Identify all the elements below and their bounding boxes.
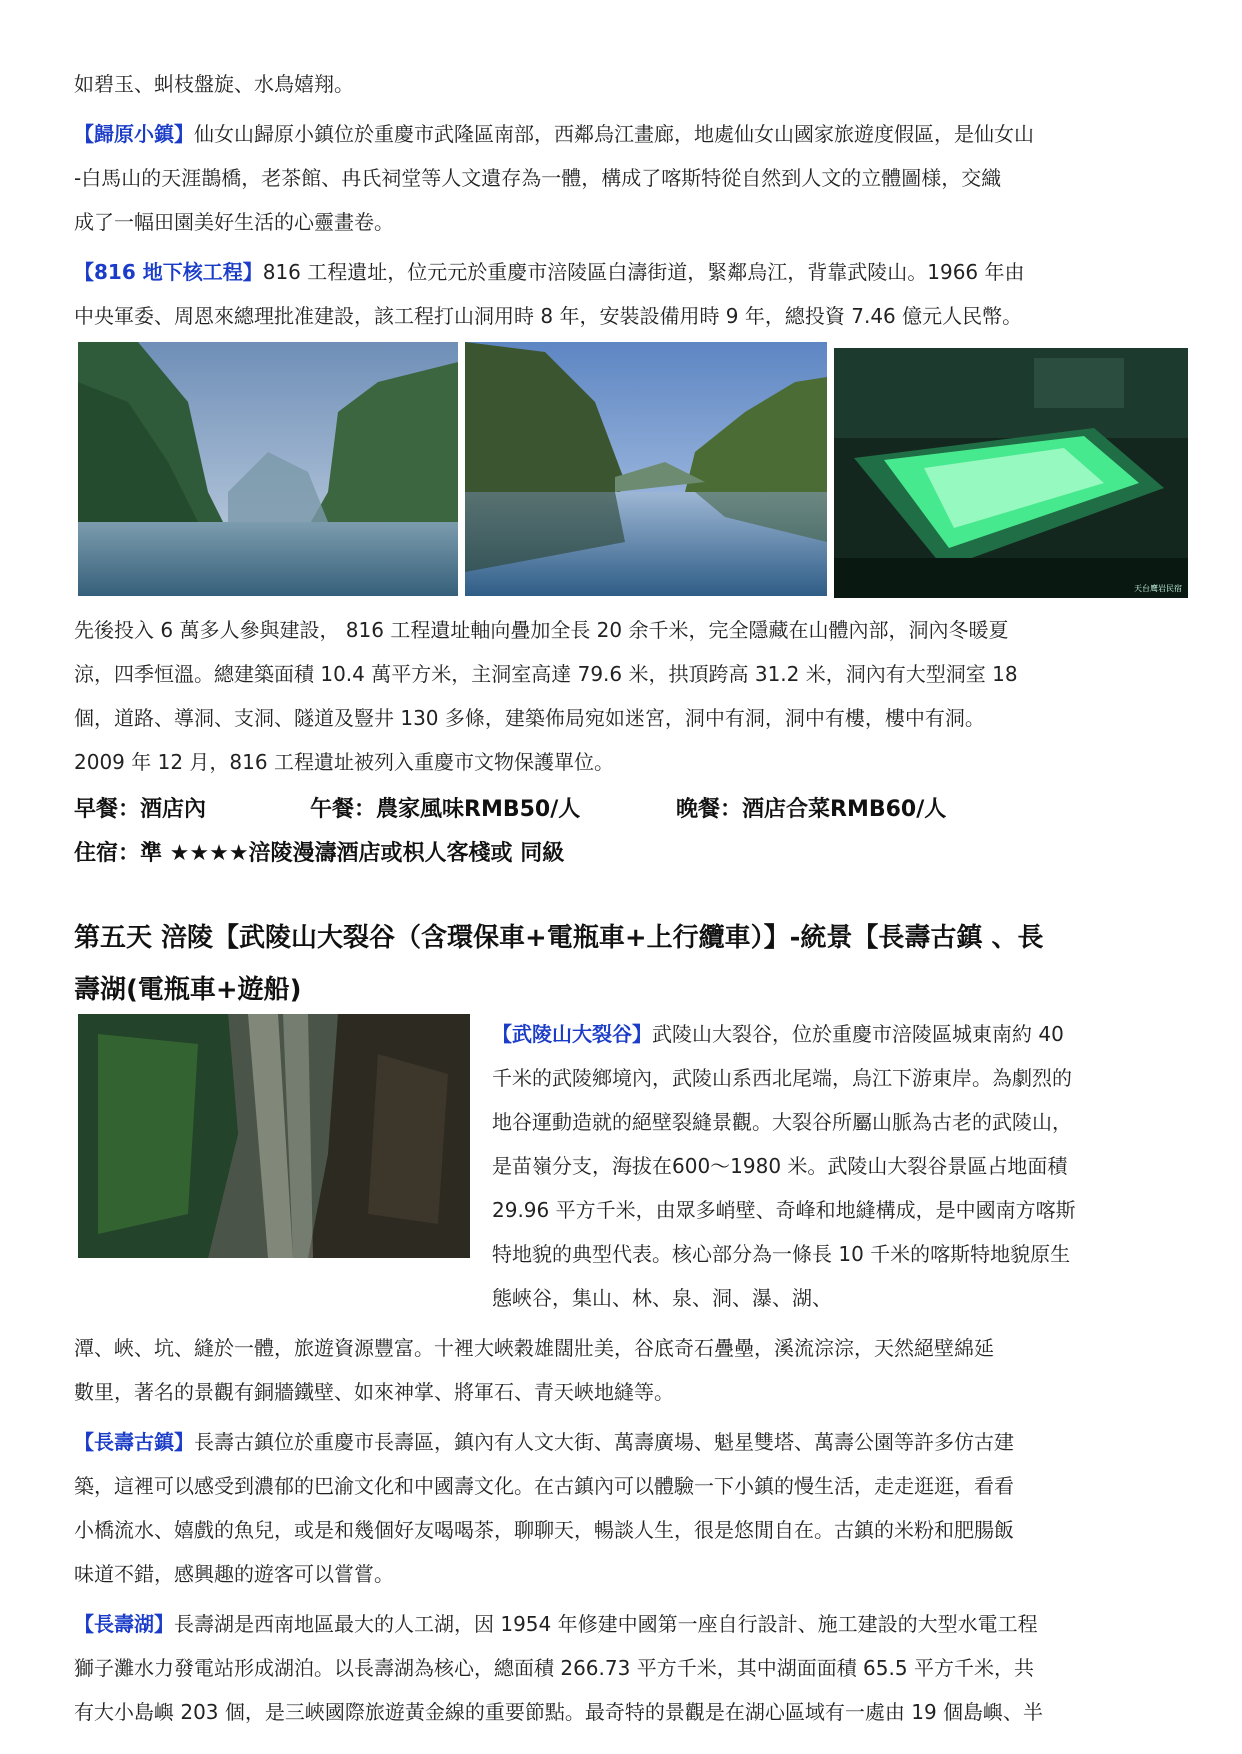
photo-river-gorge-1 [78,342,458,596]
day-heading: 第五天 涪陵【武陵山大裂谷（含環保車+電瓶車+上行纜車）】-統景【長壽古鎮 、長 [74,923,1044,953]
paragraph-line: 小橋流水、嬉戲的魚兒，或是和幾個好友喝喝茶，聊聊天，暢談人生，很是悠閒自在。古鎮的米粉和肥腸飯 [74,1518,1014,1542]
section-tag-changshou: 【長壽古鎮】 [74,1430,194,1454]
section-tag-wuling: 【武陵山大裂谷】 [492,1022,652,1046]
day-heading-cont: 壽湖(電瓶車+遊船) [74,975,302,1005]
paragraph-line: 築，這裡可以感受到濃郁的巴渝文化和中國壽文化。在古鎮內可以體驗一下小鎮的慢生活，走走逛逛，看看 [74,1474,1014,1498]
paragraph-line: 個，道路、導洞、支洞、隧道及豎井 130 多條，建築佈局宛如迷宮，洞中有洞，洞中有樓，樓中有洞。 [74,706,985,730]
paragraph-line: -白馬山的天涯鵲橋，老茶館、冉氏祠堂等人文遺存為一體，構成了喀斯特從自然到人文的立體圖様，交織 [74,166,1002,190]
lunch-info: 午餐：農家風味RMB50/人 [310,797,581,822]
section-tag-guiyuan: 【歸原小鎮】 [74,122,194,146]
paragraph-line: 涼，四季恒溫。總建築面積 10.4 萬平方米，主洞室高達 79.6 米，拱頂跨高 31.2 米，洞內有大型洞室 18 [74,662,1018,686]
photo-caption: 天台鹰岩民宿 [1134,584,1182,593]
changshou-paragraph: 【長壽古鎮】長壽古鎮位於重慶市長壽區，鎮內有人文大街、萬壽廣場、魁星雙塔、萬壽公園等許多仿古建 [74,1430,1014,1454]
paragraph-line: 2009 年 12 月，816 工程遺址被列入重慶市文物保護單位。 [74,750,614,774]
paragraph-line: 29.96 平方千米，由眾多峭壁、奇峰和地縫構成，是中國南方喀斯 [492,1198,1076,1222]
paragraph-line: 成了一幅田園美好生活的心靈畫卷。 [74,210,394,234]
paragraph-line: 中央軍委、周恩來總理批准建設，該工程打山洞用時 8 年，安裝設備用時 9 年，總投資 7.46 億元人民幣。 [74,304,1023,328]
paragraph-line: 是苗嶺分支，海拔在600～1980 米。武陵山大裂谷景區占地面積 [492,1154,1068,1178]
paragraph-line: 地谷運動造就的絕壁裂縫景觀。大裂谷所屬山脈為古老的武陵山， [492,1110,1072,1134]
lodging-info: 住宿：準 ★★★★涪陵漫濤酒店或枳人客棧或 同級 [74,841,565,866]
paragraph-line: 獅子灘水力發電站形成湖泊。以長壽湖為核心，總面積 266.73 平方千米，其中湖面面積 65.5 平方千米，共 [74,1656,1034,1680]
paragraph-line: 如碧玉、虯枝盤旋、水鳥嬉翔。 [74,72,354,96]
paragraph-line: 有大小島嶼 203 個，是三峽國際旅遊黃金線的重要節點。最奇特的景觀是在湖心區域有一處由 19 個島嶼、半 [74,1700,1044,1724]
dinner-info: 晚餐：酒店合菜RMB60/人 [676,797,947,822]
section-tag-lake: 【長壽湖】 [74,1612,174,1636]
section-tag-816: 【816 地下核工程】 [74,260,263,284]
paragraph-line: 潭、峽、坑、縫於一體，旅遊資源豐富。十裡大峽穀雄闊壯美，谷底奇石疊壘，溪流淙淙，天然絕壁綿延 [74,1336,994,1360]
breakfast-info: 早餐：酒店內 [74,797,207,822]
photo-wuling-canyon [78,1014,470,1258]
project816-paragraph: 【816 地下核工程】816 工程遺址，位元元於重慶市涪陵區白濤街道，緊鄰烏江，背靠武陵山。1966 年由 [74,260,1025,284]
photo-816-underground-pool [834,348,1188,598]
wuling-paragraph: 【武陵山大裂谷】武陵山大裂谷，位於重慶市涪陵區城東南約 40 [492,1022,1064,1046]
paragraph-line: 數里，著名的景觀有銅牆鐵壁、如來神掌、將軍石、青天峽地縫等。 [74,1380,674,1404]
lake-paragraph: 【長壽湖】長壽湖是西南地區最大的人工湖，因 1954 年修建中國第一座自行設計、施工建設的大型水電工程 [74,1612,1038,1636]
photo-river-gorge-2 [465,342,827,596]
guiyuan-paragraph: 【歸原小鎮】仙女山歸原小鎮位於重慶市武隆區南部，西鄰烏江畫廊，地處仙女山國家旅遊度假區，是仙女山 [74,122,1034,146]
paragraph-line: 特地貌的典型代表。核心部分為一條長 10 千米的喀斯特地貌原生 [492,1242,1071,1266]
paragraph-line: 千米的武陵鄉境內，武陵山系西北尾端，烏江下游東岸。為劇烈的 [492,1066,1072,1090]
paragraph-line: 先後投入 6 萬多人參與建設， 816 工程遺址軸向疊加全長 20 余千米，完全隱藏在山體內部，洞內冬暖夏 [74,618,1009,642]
paragraph-line: 態峽谷，集山、林、泉、洞、瀑、湖、 [492,1286,832,1310]
paragraph-line: 味道不錯，感興趣的遊客可以嘗嘗。 [74,1562,394,1586]
